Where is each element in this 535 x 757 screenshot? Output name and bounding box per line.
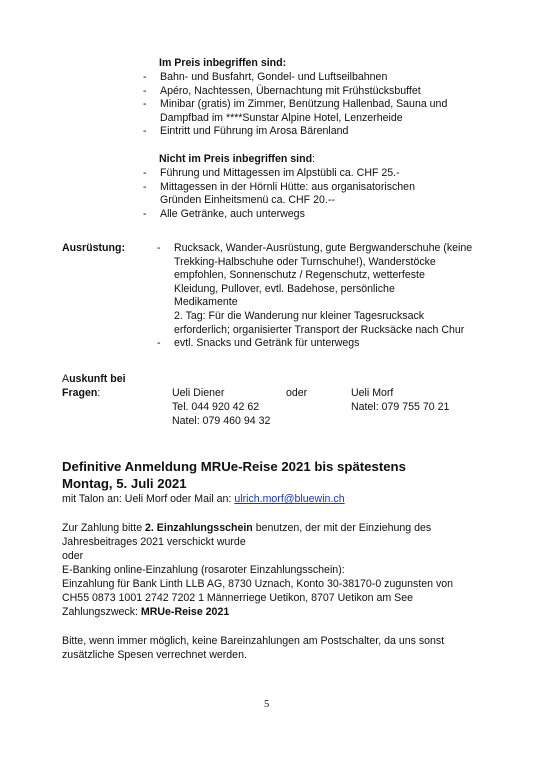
payment-line6: CH55 0873 1001 2742 7202 1 Männerriege Uetikon, 8707 Uetikon am See xyxy=(62,592,414,604)
contact-label-line1: Auskunft bei xyxy=(62,373,126,385)
list-item: - Rucksack, Wander-Ausrüstung, gute Bergwanderschuhe (keine Trekking-Halbschuhe oder Turnschuhe!), Wanderstöcke empfohlen, Sonnenschutz / Regenschutz, wetterfeste Kleidung, Pullover, evtl. Badehose, persönliche Medikamente 2. Tag: Für die Wanderung nur kleiner Tagesrucksack erforderlich; organisierter Transport der Rucksäcke nach Chur xyxy=(157,242,473,336)
list-item: - Bahn- und Busfahrt, Gondel- und Luftseilbahnen xyxy=(143,71,388,83)
notice-line2: zusätzliche Spesen verrechnet werden. xyxy=(62,649,247,661)
contact-person1-name: Ueli Diener xyxy=(172,387,225,399)
equipment-list xyxy=(157,242,472,351)
payment-line3: oder xyxy=(62,550,84,562)
contact-or: oder xyxy=(286,387,308,399)
email-link[interactable]: ulrich.morf@bluewin.ch xyxy=(234,493,345,505)
contact-person1-tel: Tel. 044 920 42 62 xyxy=(172,401,260,413)
notice-line1: Bitte, wenn immer möglich, keine Bareinzahlungen am Postschalter, da uns sonst xyxy=(62,635,445,647)
list-item: - Apéro, Nachtessen, Übernachtung mit Frühstücksbuffet xyxy=(143,84,421,97)
payment-line4: E-Banking online-Einzahlung (rosaroter Einzahlungsschein): xyxy=(62,564,345,576)
contact-person1-natel: Natel: 079 460 94 32 xyxy=(172,415,271,427)
page-number: 5 xyxy=(264,699,270,710)
registration-heading-line1: Definitive Anmeldung MRUe-Reise 2021 bis spätestens xyxy=(62,459,406,474)
included-list xyxy=(143,71,447,139)
registration-heading-line2: Montag, 5. Juli 2021 xyxy=(62,476,187,491)
contact-person2-name: Ueli Morf xyxy=(351,387,394,399)
list-item: - evtl. Snacks und Getränk für unterwegs xyxy=(157,337,360,350)
payment-line1: Zur Zahlung bitte 2. Einzahlungsschein benutzen, der mit der Einziehung des xyxy=(62,522,432,534)
list-item: - Führung und Mittagessen im Alpstübli ca. CHF 25.- xyxy=(143,167,400,179)
not-included-heading: Nicht im Preis inbegriffen sind: xyxy=(159,153,315,165)
list-item: - Eintritt und Führung im Arosa Bärenland xyxy=(143,125,349,138)
list-item: - Alle Getränke, auch unterwegs xyxy=(143,207,305,220)
list-item: - Minibar (gratis) im Zimmer, Benützung Hallenbad, Sauna und Dampfbad im ****Sunstar Alpine Hotel, Lenzerheide xyxy=(143,98,448,124)
payment-line7: Zahlungszweck: MRUe-Reise 2021 xyxy=(62,606,230,618)
included-heading: Im Preis inbegriffen sind: xyxy=(159,57,287,69)
contact-person2-natel: Natel: 079 755 70 21 xyxy=(351,401,450,413)
list-item: - Mittagessen in der Hörnli Hütte: aus organisatorischen Gründen Einheitsmenü ca. CHF 20.-- xyxy=(143,180,415,207)
registration-talon: mit Talon an: Ueli Morf oder Mail an: ulrich.morf@bluewin.ch xyxy=(62,493,345,505)
payment-line2: Jahresbeitrages 2021 verschickt wurde xyxy=(62,536,246,548)
not-included-list xyxy=(143,167,415,221)
payment-line5: Einzahlung für Bank Linth LLB AG, 8730 Uznach, Konto 30-38170-0 zugunsten von xyxy=(62,578,454,590)
equipment-label: Ausrüstung: xyxy=(62,242,125,254)
contact-label-line2: Fragen: xyxy=(62,387,101,399)
